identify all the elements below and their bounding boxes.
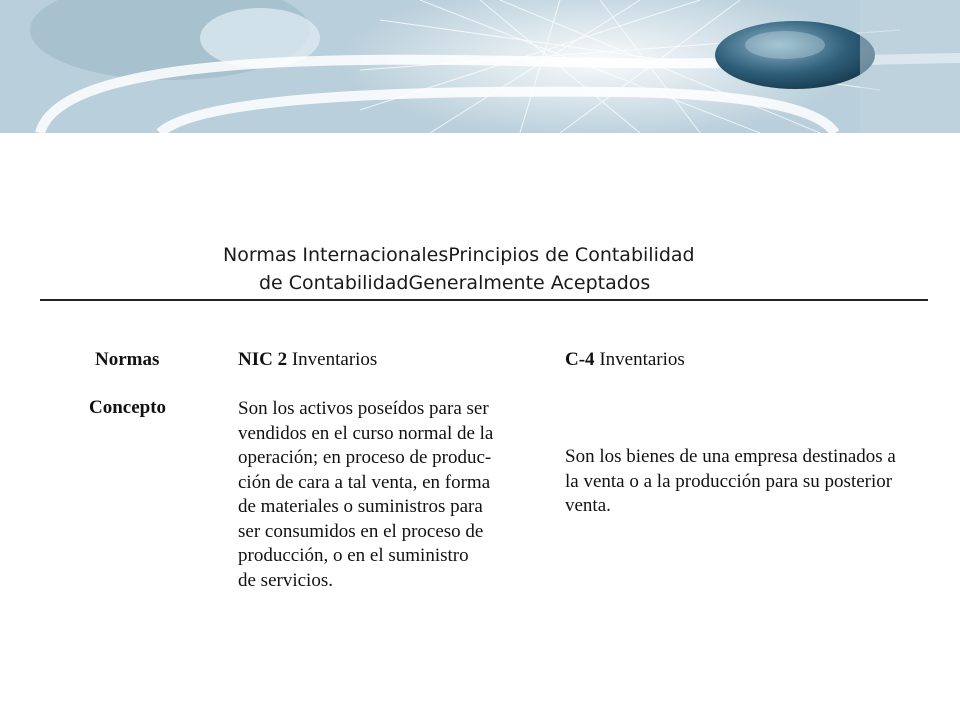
- heading-line-2: de ContabilidadGeneralmente Aceptados: [259, 272, 651, 294]
- col1-concepto-line: vendidos en el curso normal de la: [238, 422, 494, 444]
- col1-concepto-line: ser consumidos en el proceso de: [238, 520, 484, 542]
- heading-line-1: Normas InternacionalesPrincipios de Contabilidad: [223, 244, 695, 266]
- col1-concepto-line: de servicios.: [238, 569, 333, 591]
- col2-norm-code: C-4: [565, 349, 595, 370]
- col1-concepto-line: ción de cara a tal venta, en forma: [238, 471, 491, 493]
- heading-divider: [40, 299, 928, 301]
- col1-norm-code: NIC 2: [238, 349, 288, 370]
- row-label-concepto: Concepto: [89, 397, 167, 418]
- col1-concepto-line: de materiales o suministros para: [238, 496, 483, 517]
- col1-concepto-line: producción, o en el suministro: [238, 545, 469, 566]
- col1-concepto-line: Son los activos poseídos para ser: [238, 398, 489, 419]
- col1-concepto-text: [238, 397, 493, 593]
- col1-concepto-line: operación; en proceso de produc-: [238, 447, 492, 468]
- col2-concepto-line: la venta o a la producción para su posterior: [565, 470, 893, 492]
- col1-norm-name: Inventarios: [287, 349, 378, 370]
- col2-norm-name: Inventarios: [594, 349, 685, 370]
- col2-concepto-line: Son los bienes de una empresa destinados a: [565, 446, 896, 467]
- header-banner: [0, 0, 960, 133]
- decorative-banner-graphic: [0, 0, 960, 133]
- row-label-normas: Normas: [95, 349, 160, 370]
- col2-norm-title: [565, 348, 685, 373]
- col2-concepto-line: venta.: [565, 495, 611, 516]
- col2-concepto-text: [565, 445, 896, 519]
- col1-norm-title: [238, 348, 377, 373]
